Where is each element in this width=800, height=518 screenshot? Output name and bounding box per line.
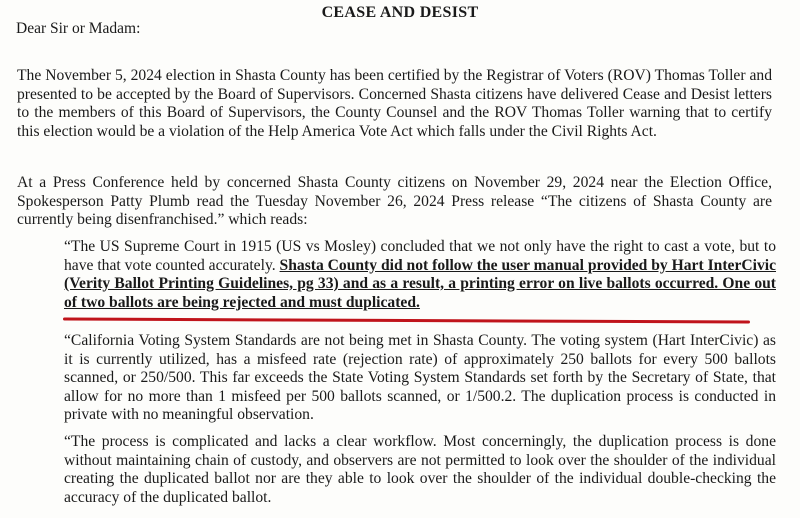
quote-supreme-court: [64, 238, 776, 312]
quote-emphasis-underlined: Shasta County did not follow the user manual provided by Hart InterCivic (Verity Ballot Printing Guidelines, pg 33) and as a result, a printing error on live ballots occurred. One out of two ballots are being rejected and must duplicated.: [64, 256, 777, 311]
quote-supreme-court-text: “The US Supreme Court in 1915 (US vs Mosley) concluded that we not only have the right to cast a vote, but to have that vote counted accurately.: [64, 238, 776, 274]
paragraph-press-conference: At a Press Conference held by concerned Shasta County citizens on November 29, 2024 near the Election Office, Spokesperson Patty Plumb read the Tuesday November 26, 2024 Press release “The citizens of Shasta County are currently being disenfranchised.” which reads:: [17, 174, 772, 228]
quote-duplication-process: “The process is complicated and lacks a clear workflow. Most concerningly, the duplication process is done without maintaining chain of custody, and observers are not permitted to look over the shoulder of the individual creating the duplicated ballot nor are they able to look over the shoulder of the individual double-checking the accuracy of the duplicated ballot.: [64, 433, 776, 506]
paragraph-certification: The November 5, 2024 election in Shasta County has been certified by the Registrar of Voters (ROV) Thomas Toller and presented to be accepted by the Board of Supervisors. Concerned Shasta citizens have delivered Cease and Desist letters to the members of this Board of Supervisors, the County Counsel and the ROV Thomas Toller warning that to certify this election would be a violation of the Help America Vote Act which falls under the Civil Rights Act.: [17, 67, 772, 140]
quote-voting-standards: “California Voting System Standards are not being met in Shasta County. The voting system (Hart InterCivic) as it is currently utilized, has a misfeed rate (rejection rate) of approximately 250 ballots for every 500 ballots scanned, or 250/500. This far exceeds the State Voting System Standards set forth by the Secretary of State, that allow for no more than 1 misfeed per 500 ballots scanned, or 1/500.2. The duplication process is conducted in private with no meaningful observation.: [64, 332, 776, 423]
salutation: Dear Sir or Madam:: [16, 20, 141, 37]
red-highlight-underline: [63, 318, 750, 324]
document-title: CEASE AND DESIST: [321, 4, 479, 21]
